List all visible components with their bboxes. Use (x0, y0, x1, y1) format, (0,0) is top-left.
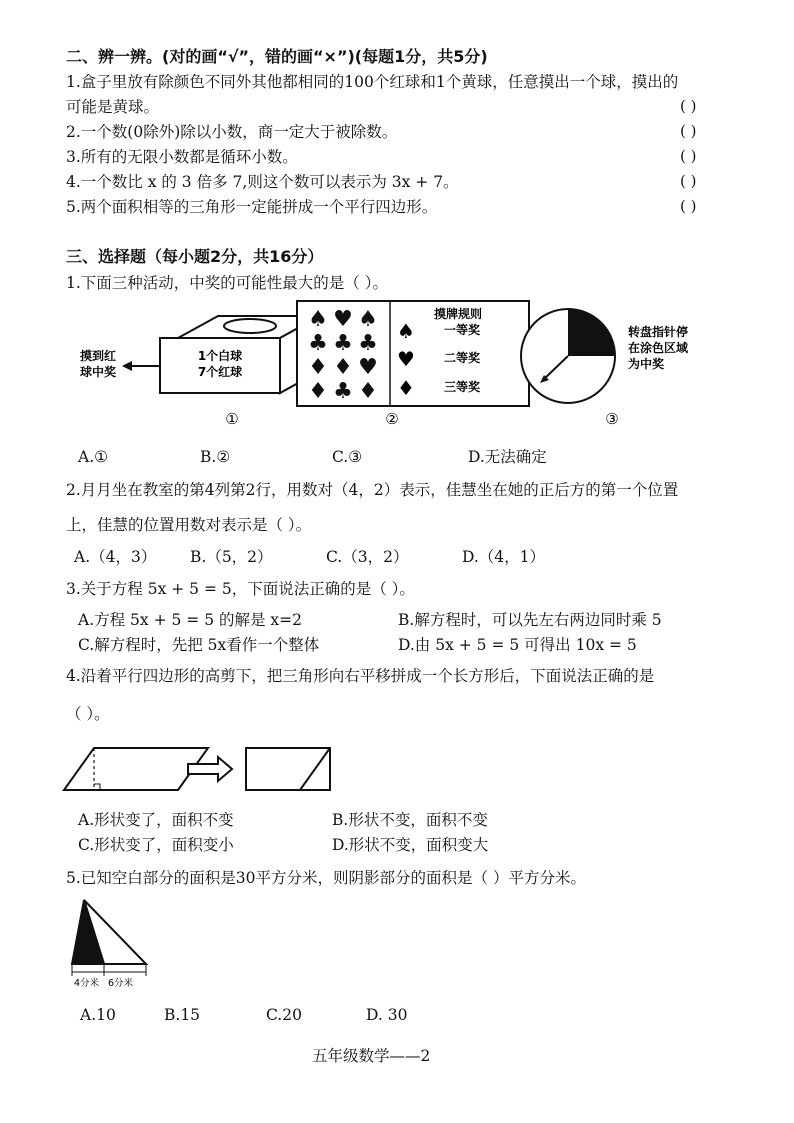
dim-4: 4分米 (74, 978, 100, 989)
q4-option-c[interactable]: C.形状变了，面积变小 (78, 836, 234, 854)
s2-item5-answer-blank[interactable]: ( ) (680, 197, 697, 215)
q3-option-a[interactable]: A.方程 5x + 5 = 5 的解是 x=2 (78, 611, 303, 629)
parallelogram (64, 748, 208, 790)
card-suit: ♦ (308, 355, 328, 380)
fig3-text-line2: 在涂色区域 (628, 341, 689, 355)
fig2-cards (297, 301, 529, 406)
fig2-rule-suit-1: ♠ (397, 319, 415, 343)
dim-6: 6分米 (108, 978, 134, 989)
card-suit: ♣ (358, 331, 378, 356)
q1-option-a[interactable]: A.① (78, 448, 109, 466)
q3-option-c[interactable]: C.解方程时，先把 5x看作一个整体 (78, 636, 320, 654)
q2-option-a[interactable]: A.（4，3） (74, 548, 157, 566)
fig3-text-line3: 为中奖 (628, 357, 665, 371)
fig3-spinner (521, 309, 615, 403)
page-footer: 五年级数学——2 (312, 1047, 431, 1065)
s2-item2-answer-blank[interactable]: ( ) (680, 122, 697, 140)
fig2-rule-suit-2: ♥ (397, 347, 415, 371)
s2-item1-line1: 1.盒子里放有除颜色不同外其他都相同的100个红球和1个黄球，任意摸出一个球，摸出的 (66, 73, 679, 91)
s2-item4-answer-blank[interactable]: ( ) (680, 172, 697, 190)
fig2-rule-title: 摸牌规则 (433, 307, 483, 321)
q4-figure (60, 742, 340, 802)
card-suit: ♣ (333, 331, 353, 356)
card-suit: ♥ (358, 355, 378, 380)
card-suit: ♦ (308, 379, 328, 404)
s2-item2: 2.一个数(0除外)除以小数，商一定大于被除数。 (66, 123, 398, 141)
fig1-label-line1: 摸到红 (80, 349, 117, 363)
s2-item1-answer-blank[interactable]: ( ) (680, 97, 697, 115)
q3-option-d[interactable]: D.由 5x + 5 = 5 可得出 10x = 5 (398, 636, 637, 654)
card-suit: ♣ (308, 331, 328, 356)
fig2-rule-suit-3: ♦ (397, 376, 415, 400)
fig2-prize2: 二等奖 (443, 351, 481, 365)
card-suit: ♠ (308, 307, 328, 332)
fig1-number: ① (225, 410, 239, 428)
q4-option-a[interactable]: A.形状变了，面积不变 (78, 811, 234, 829)
q3-option-b[interactable]: B.解方程时，可以先左右两边同时乘 5 (398, 611, 662, 629)
fig2-prize3: 三等奖 (443, 380, 481, 394)
s2-item4: 4.一个数比 x 的 3 倍多 7,则这个数可以表示为 3x + 7。 (66, 173, 459, 191)
fig1-label-line2: 球中奖 (80, 365, 117, 379)
q1-option-c[interactable]: C.③ (332, 448, 363, 466)
fig3-number: ③ (605, 410, 619, 428)
q5-option-a[interactable]: A.10 (80, 1006, 116, 1024)
s2-item1-line2: 可能是黄球。 (66, 98, 160, 116)
q1-option-b[interactable]: B.② (200, 448, 231, 466)
s2-item3-answer-blank[interactable]: ( ) (680, 147, 697, 165)
q2-line2: 上，佳慧的位置用数对表示是（ ）。 (66, 516, 312, 534)
q2-option-d[interactable]: D.（4，1） (462, 548, 546, 566)
rectangle (246, 748, 330, 790)
q3-text: 3.关于方程 5x + 5 = 5，下面说法正确的是（ ）。 (66, 580, 415, 598)
q5-figure (66, 896, 156, 992)
q4-line2: （ ）。 (66, 705, 110, 723)
q2-option-b[interactable]: B.（5，2） (190, 548, 273, 566)
card-suit: ♥ (333, 307, 353, 332)
s2-item5: 5.两个面积相等的三角形一定能拼成一个平行四边形。 (66, 198, 438, 216)
q1-option-d[interactable]: D.无法确定 (468, 448, 547, 466)
card-suit: ♠ (358, 307, 378, 332)
q1-figures (70, 296, 750, 436)
card-suit: ♦ (358, 379, 378, 404)
q4-line1: 4.沿着平行四边形的高剪下，把三角形向右平移拼成一个长方形后，下面说法正确的是 (66, 667, 655, 685)
q1-text: 1.下面三种活动，中奖的可能性最大的是（ ）。 (66, 274, 388, 292)
section2-title: 二、辨一辨。(对的画“√”，错的画“×”)(每题1分，共5分) (66, 47, 488, 66)
q5-option-b[interactable]: B.15 (164, 1006, 201, 1024)
fig2-number: ② (385, 410, 399, 428)
q5-option-c[interactable]: C.20 (266, 1006, 302, 1024)
card-suit: ♣ (333, 379, 353, 404)
q4-option-b[interactable]: B.形状不变，面积不变 (332, 811, 488, 829)
q5-option-d[interactable]: D. 30 (366, 1006, 408, 1024)
section3-title: 三、选择题（每小题2分，共16分） (66, 247, 324, 266)
s2-item3: 3.所有的无限小数都是循环小数。 (66, 148, 298, 166)
fig3-text-line1: 转盘指针停 (628, 325, 689, 339)
fig1-box-line2: 7个红球 (197, 365, 243, 379)
card-suit: ♦ (333, 355, 353, 380)
fig2-prize1: 一等奖 (443, 323, 481, 337)
q5-text: 5.已知空白部分的面积是30平方分米，则阴影部分的面积是（ ）平方分米。 (66, 869, 586, 887)
q4-option-d[interactable]: D.形状不变，面积变大 (332, 836, 489, 854)
q2-option-c[interactable]: C.（3，2） (326, 548, 409, 566)
fig1-box-line1: 1个白球 (197, 349, 243, 363)
q2-line1: 2.月月坐在教室的第4列第2行，用数对（4，2）表示，佳慧坐在她的正后方的第一个位置 (66, 481, 679, 499)
